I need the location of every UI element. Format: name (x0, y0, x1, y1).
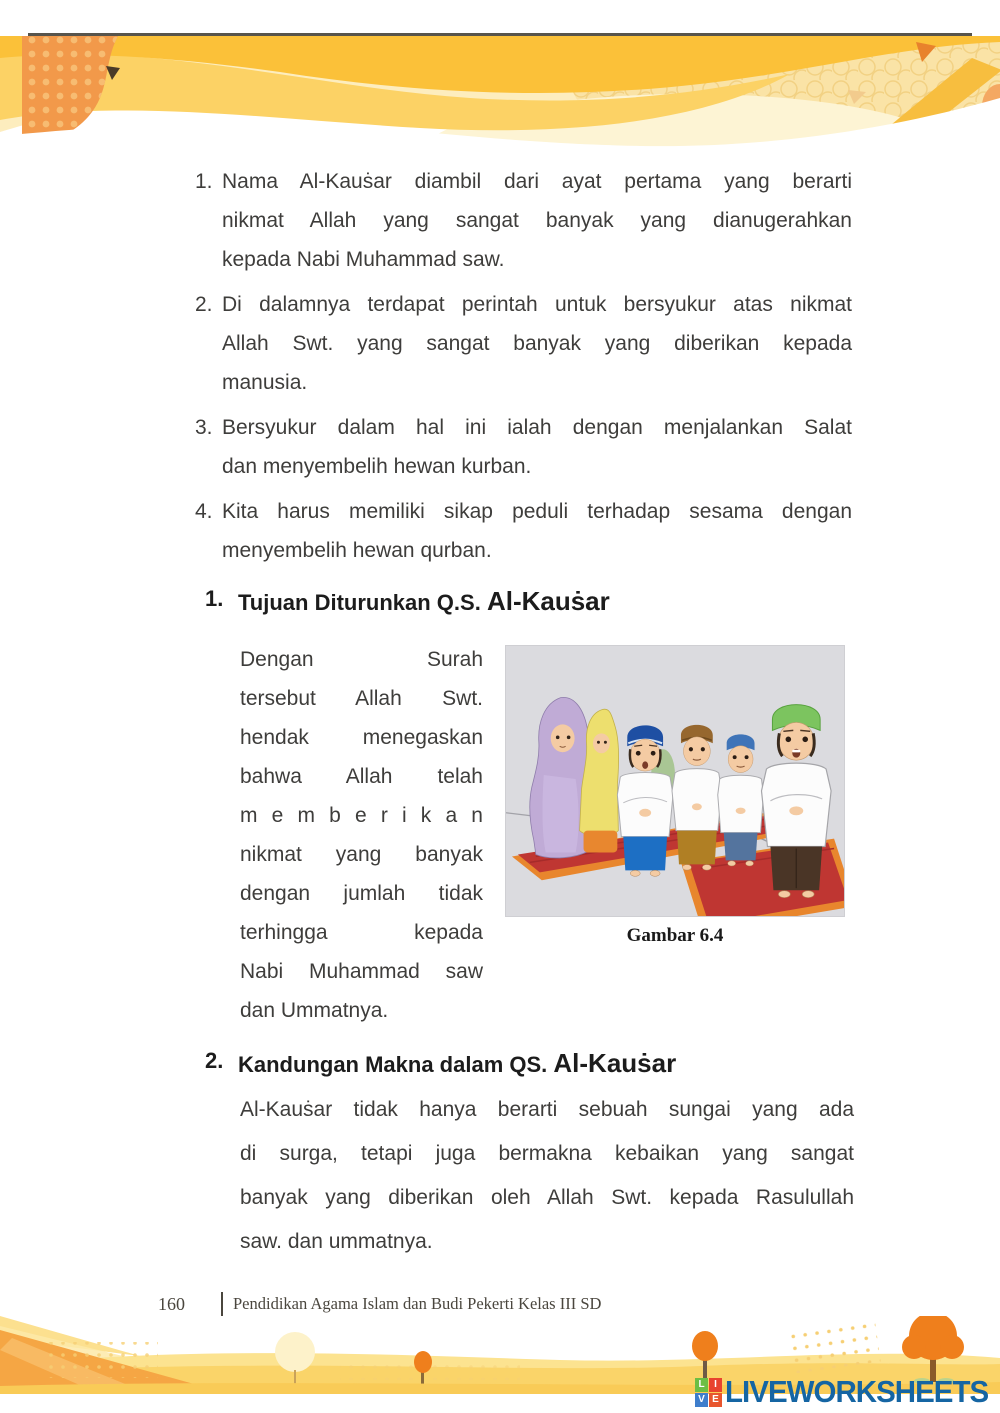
paragraph-line: tersebut Allah Swt. (240, 687, 483, 710)
paragraph-line: Nabi Muhammad saw (240, 960, 483, 983)
item-line: Allah Swt. yang sangat banyak yang diberikan kepada (222, 332, 852, 355)
paragraph-line: Dengan Surah (240, 648, 483, 671)
item-line: dan menyembelih hewan kurban. (222, 455, 532, 478)
paragraph-line: bahwa Allah telah (240, 765, 483, 788)
item-line: Kita harus memiliki sikap peduli terhadap sesama dengan (222, 500, 852, 523)
item-line: Bersyukur dalam hal ini ialah dengan menjalankan Salat (222, 416, 852, 439)
paragraph-line: dan Ummatnya. (240, 999, 389, 1022)
page-number: 160 (158, 1293, 185, 1314)
logo-wordmark: LIVEWORKSHEETS (725, 1374, 989, 1409)
list-item-2 (195, 285, 852, 402)
list-item-4 (195, 492, 852, 570)
page-footer (158, 1292, 601, 1316)
item-line: menyembelih hewan qurban. (222, 539, 492, 562)
item-line: Nama Al-Kauṡar diambil dari ayat pertama yang berarti (222, 170, 852, 193)
paragraph-line: dengan jumlah tidak (240, 882, 483, 905)
header-decoration (0, 36, 1000, 152)
section-2-heading (205, 1048, 676, 1079)
paragraph-line: m e m b e r i k a n (240, 804, 483, 827)
item-lines (222, 285, 852, 402)
logo-blocks (695, 1378, 722, 1407)
footer-divider (221, 1292, 223, 1316)
liveworksheets-logo[interactable] (695, 1374, 1000, 1410)
paragraph-line: di surga, tetapi juga bermakna kebaikan yang sangat (240, 1142, 854, 1165)
item-lines (222, 162, 852, 279)
section-2-paragraph (240, 1088, 854, 1264)
section-title: Kandungan Makna dalam QS. Al-Kauṡar (238, 1048, 677, 1078)
paragraph-line: nikmat yang banyak (240, 843, 483, 866)
section-number: 2. (205, 1048, 224, 1073)
section-1-heading (205, 586, 610, 617)
section-number: 1. (205, 586, 224, 611)
item-line: Di dalamnya terdapat perintah untuk bersyukur atas nikmat (222, 293, 852, 316)
item-line: nikmat Allah yang sangat banyak yang dianugerahkan (222, 209, 852, 232)
paragraph-line: Al-Kauṡar tidak hanya berarti sebuah sungai yang ada (240, 1098, 854, 1121)
figure-caption: Gambar 6.4 (626, 925, 724, 946)
paragraph-line: banyak yang diberikan oleh Allah Swt. kepada Rasulullah (240, 1186, 854, 1209)
logo-letter-i: I (709, 1378, 722, 1392)
item-lines (222, 408, 852, 486)
item-number: 1. (195, 170, 213, 193)
section-1-paragraph (240, 640, 483, 1030)
list-item-3 (195, 408, 852, 486)
paragraph-line: hendak menegaskan (240, 726, 483, 749)
item-line: manusia. (222, 371, 308, 394)
item-number: 3. (195, 416, 213, 439)
paragraph-line: terhingga kepada (240, 921, 483, 944)
logo-letter-l: L (695, 1378, 708, 1392)
item-lines (222, 492, 852, 570)
item-number: 4. (195, 500, 213, 523)
item-line: kepada Nabi Muhammad saw. (222, 248, 505, 271)
section-title-emphasis: Al-Kauṡar (553, 1048, 677, 1078)
logo-letter-v: V (695, 1393, 708, 1407)
figure-illustration (505, 645, 845, 917)
item-number: 2. (195, 293, 213, 316)
book-title: Pendidikan Agama Islam dan Budi Pekerti Kelas III SD (233, 1294, 602, 1313)
paragraph-line: saw. dan ummatnya. (240, 1230, 433, 1253)
figure (505, 645, 845, 947)
section-title: Tujuan Diturunkan Q.S. Al-Kauṡar (238, 586, 610, 616)
section-title-emphasis: Al-Kauṡar (486, 586, 610, 616)
ordered-list (195, 162, 852, 576)
list-item-1 (195, 162, 852, 279)
logo-letter-e: E (709, 1393, 722, 1407)
